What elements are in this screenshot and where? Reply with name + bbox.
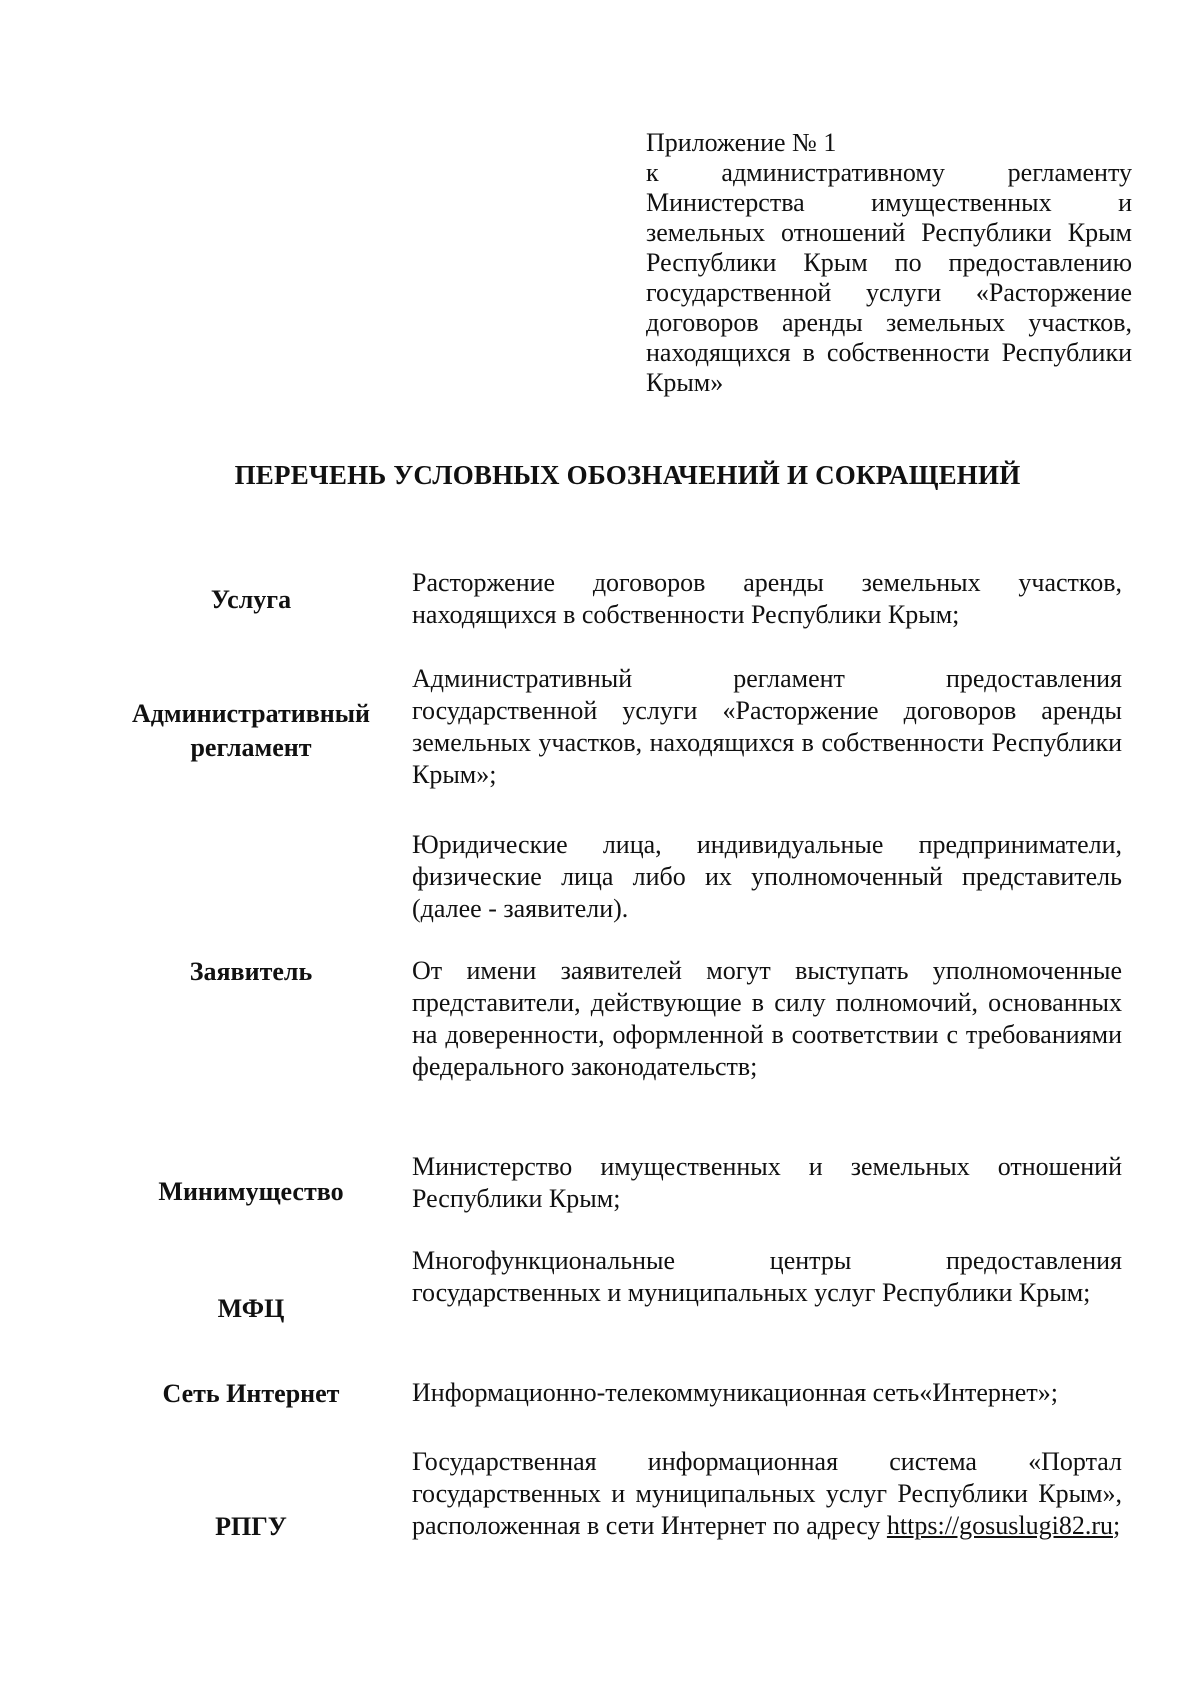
definition-mfc: Многофункциональные центры предоставления государственных и муниципальных услуг Республики Крым; xyxy=(412,1246,1122,1307)
definition-regulation: Административный регламент предоставления государственной услуги «Расторжение договоров аренды земельных участков, находящихся в собственности Республики Крым»; xyxy=(412,664,1122,789)
definition-applicant-part-2: От имени заявителей могут выступать уполномоченные представители, действующие в силу полномочий, основанных на доверенности, оформленной в соответствии с требованиями федерального законодательств; xyxy=(412,956,1122,1081)
definition-internet: Информационно-телекоммуникационная сеть«Интернет»; xyxy=(412,1378,1058,1407)
term-service: Услуга xyxy=(210,585,292,614)
term-applicant: Заявитель xyxy=(189,957,313,986)
appendix-title: Приложение № 1 xyxy=(646,128,837,157)
term-regulation: Административный регламент xyxy=(131,699,371,762)
appendix-body: к административному регламенту Министерства имущественных и земельных отношений Республики Крым Республики Крым по предоставлению государственной услуги «Расторжение договоров аренды земельных участков, находящихся в собственности Республики Крым» xyxy=(646,158,1132,397)
definition-applicant-part-1: Юридические лица, индивидуальные предприниматели, физические лица либо их уполномоченный представитель (далее - заявители). xyxy=(412,830,1122,923)
definition-portal-suffix: ; xyxy=(1112,1511,1121,1540)
definition-portal xyxy=(412,1446,1122,1542)
page-title: ПЕРЕЧЕНЬ УСЛОВНЫХ ОБОЗНАЧЕНИЙ И СОКРАЩЕНИЙ xyxy=(234,460,1021,490)
term-portal: РПГУ xyxy=(215,1512,287,1541)
term-internet: Сеть Интернет xyxy=(162,1379,340,1408)
definition-ministry: Министерство имущественных и земельных отношений Республики Крым; xyxy=(412,1152,1122,1213)
term-ministry: Минимущество xyxy=(158,1177,344,1206)
definition-service: Расторжение договоров аренды земельных участков, находящихся в собственности Республики Крым; xyxy=(412,568,1122,629)
portal-link[interactable]: https://gosuslugi82.ru xyxy=(886,1511,1113,1540)
term-mfc: МФЦ xyxy=(217,1294,285,1323)
appendix-header xyxy=(646,128,1132,398)
definition-portal-text: Государственная информационная система «Портал государственных и муниципальных услуг Республики Крым», расположенная в сети Интернет по адресу xyxy=(412,1447,1122,1540)
